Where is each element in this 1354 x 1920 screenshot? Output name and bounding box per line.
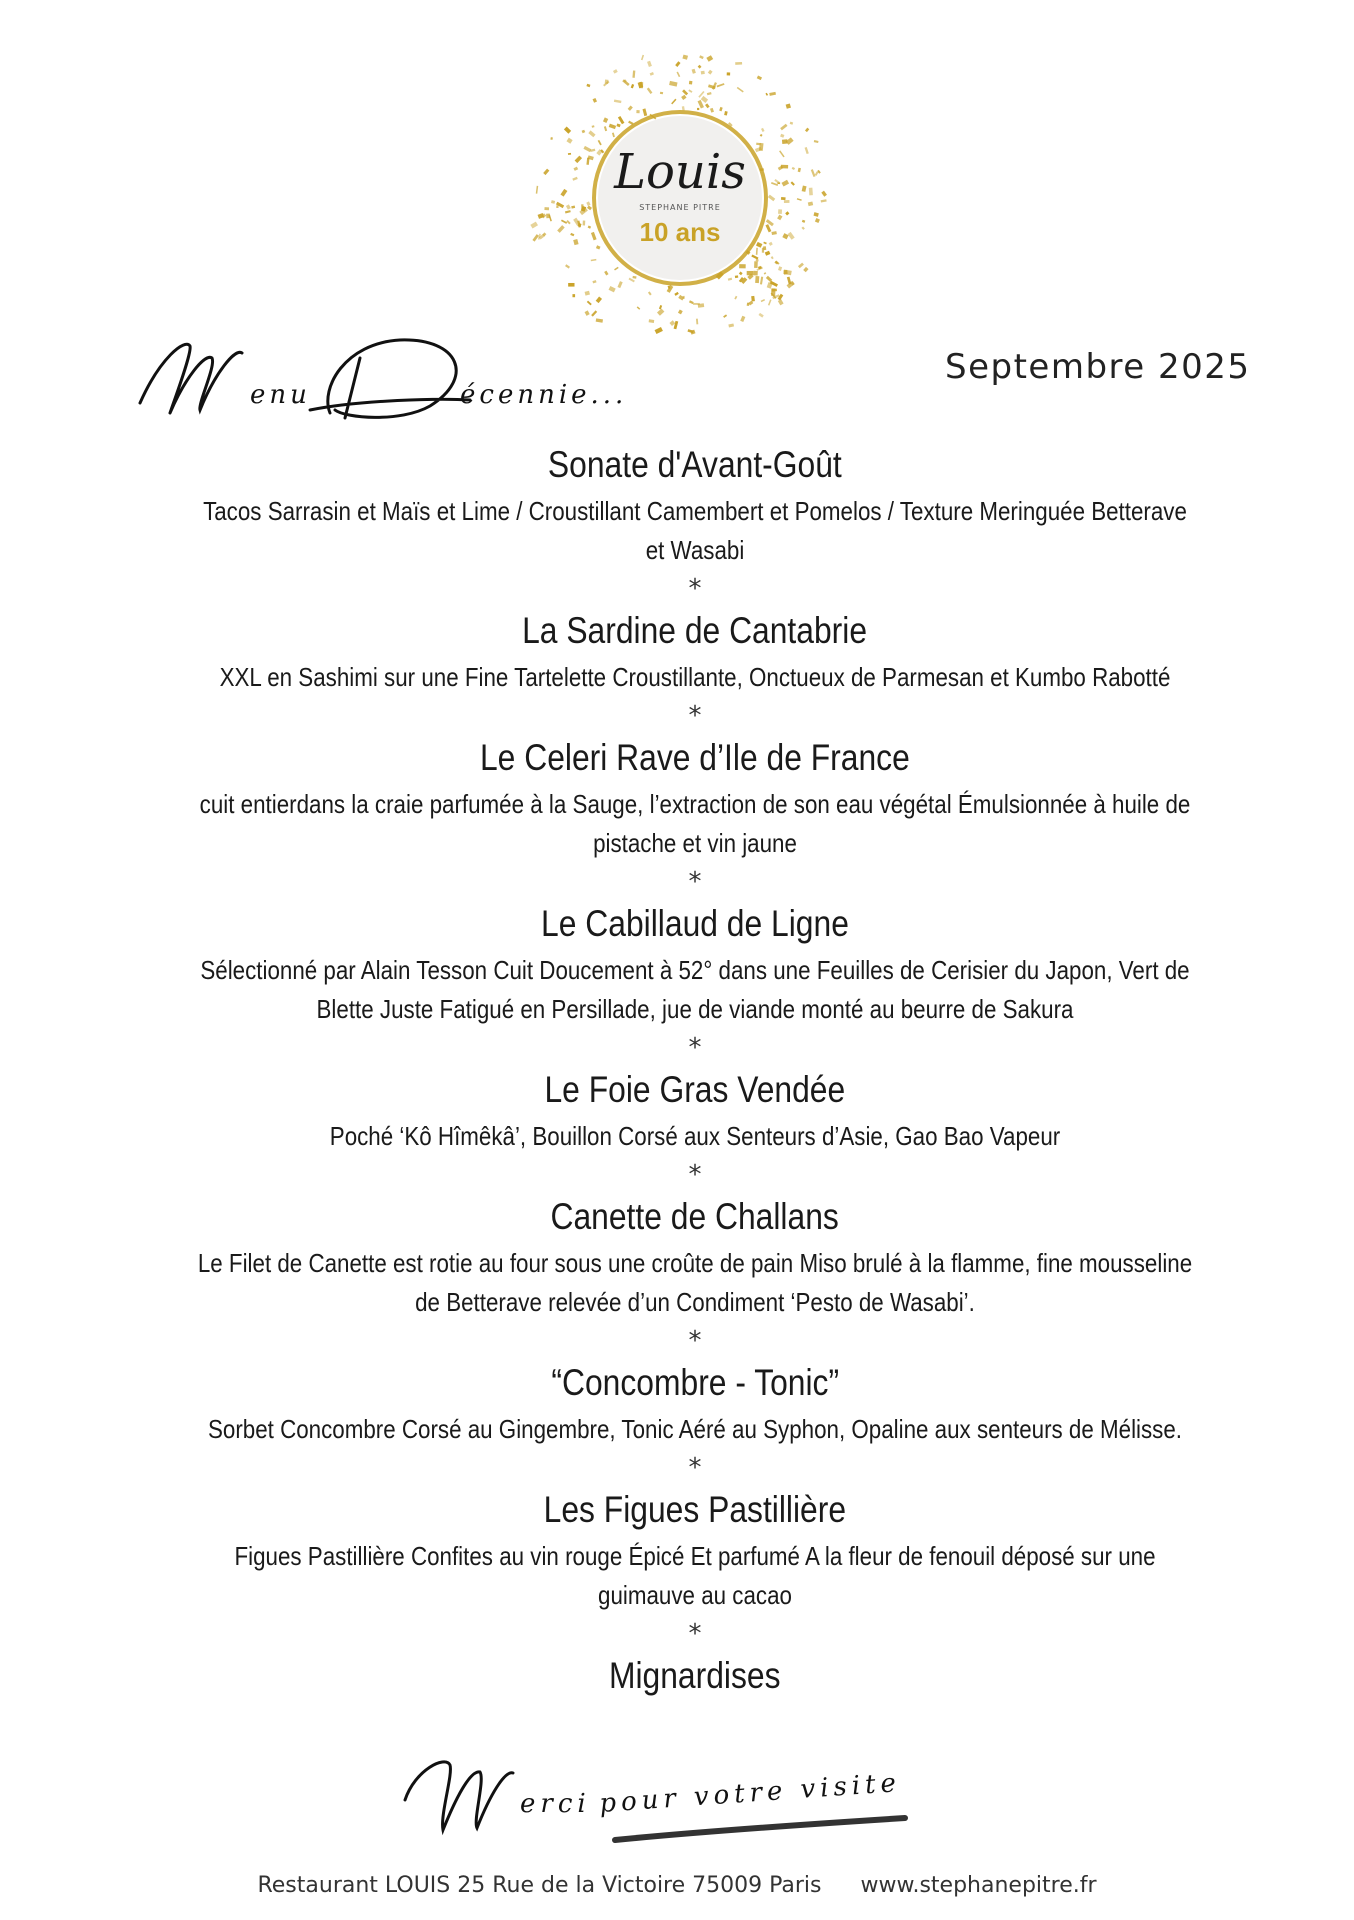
confetti-piece	[657, 308, 664, 315]
confetti-piece	[710, 108, 714, 113]
confetti-piece	[728, 323, 734, 327]
confetti-piece	[631, 84, 634, 88]
confetti-piece	[568, 283, 574, 287]
confetti-piece	[564, 127, 571, 134]
confetti-piece	[790, 122, 793, 125]
confetti-piece	[536, 186, 538, 194]
course-separator: *	[688, 1619, 702, 1649]
confetti-piece	[754, 261, 758, 268]
confetti-piece	[792, 167, 795, 170]
confetti-piece	[650, 72, 654, 76]
confetti-piece	[647, 61, 652, 67]
confetti-piece	[628, 106, 633, 111]
confetti-piece	[724, 111, 728, 116]
confetti-piece	[530, 222, 538, 229]
confetti-piece	[583, 220, 586, 225]
thank-you-script	[395, 1740, 915, 1855]
confetti-piece	[591, 259, 597, 261]
confetti-piece	[613, 69, 618, 74]
confetti-piece	[737, 87, 744, 93]
confetti-piece	[572, 294, 575, 297]
confetti-piece	[723, 314, 727, 318]
confetti-piece	[778, 266, 782, 271]
thanks-text-2: pour votre visite	[598, 1767, 902, 1819]
confetti-piece	[813, 212, 818, 217]
confetti-piece	[821, 199, 827, 202]
confetti-piece	[765, 224, 771, 232]
confetti-piece	[739, 271, 743, 275]
confetti-piece	[642, 108, 647, 116]
script-title-part-1: enu	[250, 380, 311, 410]
confetti-piece	[734, 296, 737, 300]
course-description: Figues Pastillière Confites au vin rouge Épicé Et parfumé A la fleur de fenouil déposé sur une guimauve au cacao	[234, 1541, 1156, 1610]
confetti-piece	[591, 310, 597, 316]
confetti-piece	[802, 220, 805, 223]
confetti-piece	[784, 270, 788, 275]
confetti-piece	[592, 125, 595, 127]
thanks-text-1: erci	[520, 1789, 591, 1819]
course-description: Sélectionné par Alain Tesson Cuit Doucement à 52° dans une Feuilles de Cerisier du Japon, Vert de Blette Juste Fatigué en Persillade, jue de viande monté au beurre de Sakura	[200, 955, 1190, 1024]
confetti-piece	[566, 220, 570, 224]
confetti-piece	[591, 232, 597, 240]
course-title: Le Celeri Rave d’Ile de France	[480, 737, 910, 778]
confetti-piece	[550, 137, 553, 140]
confetti-piece	[781, 180, 789, 187]
confetti-piece	[557, 225, 565, 233]
confetti-piece	[780, 124, 787, 131]
confetti-piece	[632, 70, 635, 77]
course-item	[150, 1065, 1240, 1156]
confetti-piece	[566, 204, 571, 209]
course-separator: *	[688, 1033, 702, 1063]
menu-script-title	[130, 318, 670, 428]
confetti-piece	[573, 239, 578, 245]
course-title: Le Foie Gras Vendée	[544, 1069, 846, 1110]
confetti-piece	[802, 186, 807, 192]
confetti-piece	[753, 271, 757, 276]
course-item	[150, 606, 1240, 697]
course-separator: *	[688, 701, 702, 731]
confetti-piece	[778, 209, 782, 214]
course-title: Canette de Challans	[550, 1196, 840, 1237]
confetti-piece	[803, 267, 808, 272]
confetti-piece	[682, 55, 688, 60]
confetti-piece	[785, 211, 789, 215]
confetti-piece	[698, 65, 702, 69]
confetti-piece	[786, 103, 791, 108]
confetti-piece	[805, 147, 809, 154]
confetti-piece	[751, 255, 758, 260]
confetti-piece	[763, 246, 766, 250]
course-separator: *	[688, 1160, 702, 1190]
confetti-piece	[755, 276, 759, 283]
confetti-piece	[747, 303, 750, 306]
confetti-piece	[717, 83, 725, 87]
confetti-piece	[765, 93, 768, 96]
confetti-piece	[735, 275, 738, 278]
confetti-piece	[582, 130, 586, 134]
confetti-piece	[798, 263, 804, 269]
course-separator: *	[688, 1326, 702, 1356]
confetti-piece	[603, 117, 608, 123]
confetti-piece	[769, 92, 776, 96]
confetti-piece	[689, 300, 694, 304]
confetti-piece	[609, 286, 616, 292]
confetti-piece	[678, 295, 684, 301]
confetti-piece	[568, 153, 571, 155]
confetti-piece	[583, 146, 591, 152]
confetti-piece	[760, 277, 763, 285]
course-description: cuit entierdans la craie parfumée à la Sauge, l’extraction de son eau végétal Émulsionnée à huile de pistache et vin jaune	[199, 789, 1191, 858]
confetti-piece	[769, 242, 773, 246]
logo-anniversary: 10 ans	[639, 217, 721, 247]
confetti-piece	[609, 124, 616, 129]
confetti-piece	[768, 299, 772, 305]
confetti-piece	[543, 169, 549, 175]
confetti-piece	[565, 210, 571, 213]
confetti-piece	[756, 248, 758, 255]
footer	[0, 1873, 1354, 1898]
confetti-piece	[763, 242, 766, 245]
confetti-piece	[596, 245, 601, 249]
confetti-piece	[571, 206, 575, 209]
confetti-piece	[616, 123, 620, 127]
confetti-piece	[771, 256, 774, 259]
confetti-piece	[604, 271, 608, 276]
confetti-piece	[570, 233, 574, 236]
confetti-piece	[575, 156, 582, 164]
confetti-piece	[647, 87, 653, 94]
confetti-piece	[678, 309, 683, 314]
confetti-piece	[669, 81, 677, 87]
confetti-piece	[544, 207, 549, 210]
confetti-piece	[761, 128, 765, 132]
confetti-piece	[593, 98, 597, 103]
confetti-piece	[692, 69, 696, 74]
confetti-piece	[689, 81, 693, 85]
confetti-piece	[757, 76, 762, 81]
footer-address: Restaurant LOUIS 25 Rue de la Victoire 75009 Paris	[257, 1873, 822, 1898]
confetti-piece	[707, 92, 712, 95]
confetti-piece	[705, 103, 710, 108]
confetti-piece	[586, 158, 589, 165]
confetti-piece	[573, 167, 578, 171]
confetti-piece	[701, 96, 708, 103]
confetti-piece	[587, 205, 592, 210]
confetti-piece	[706, 55, 713, 62]
confetti-piece	[774, 179, 780, 184]
course-item	[150, 733, 1240, 863]
course-separator: *	[688, 1453, 702, 1483]
confetti-piece	[696, 319, 698, 325]
course-title: Mignardises	[609, 1655, 781, 1696]
confetti-piece	[697, 108, 699, 110]
confetti-piece	[637, 306, 641, 309]
confetti-piece	[781, 165, 788, 169]
confetti-piece	[728, 278, 732, 281]
logo-brand: Louis	[614, 144, 746, 200]
confetti-piece	[699, 55, 704, 59]
confetti-piece	[739, 264, 746, 268]
confetti-piece	[566, 138, 572, 144]
confetti-piece	[660, 92, 663, 95]
confetti-piece	[674, 321, 679, 329]
confetti-piece	[765, 251, 771, 256]
course-item	[150, 1651, 1240, 1701]
confetti-piece	[669, 320, 675, 326]
confetti-piece	[780, 134, 784, 138]
confetti-piece	[586, 84, 590, 87]
course-item	[150, 440, 1240, 570]
confetti-piece	[759, 143, 764, 151]
confetti-piece	[618, 116, 625, 124]
confetti-piece	[747, 271, 754, 275]
confetti-piece	[821, 191, 827, 197]
confetti-piece	[727, 72, 730, 75]
course-description: Poché ‘Kô Hîmêkâ’, Bouillon Corsé aux Senteurs d’Asie, Gao Bao Vapeur	[329, 1121, 1061, 1151]
confetti-piece	[735, 62, 742, 65]
course-title: La Sardine de Cantabrie	[522, 610, 868, 651]
course-description: Sorbet Concombre Corsé au Gingembre, Tonic Aéré au Syphon, Opaline aux senteurs de Mélisse.	[207, 1414, 1183, 1444]
confetti-piece	[681, 95, 686, 100]
confetti-piece	[788, 232, 795, 240]
restaurant-logo	[530, 48, 830, 348]
course-description: Le Filet de Canette est rotie au four sous une croûte de pain Miso brulé à la flamme, fine mousseline de Betterave relevée d’un Condiment ‘Pesto de Wasabi’.	[197, 1248, 1193, 1317]
confetti-piece	[798, 168, 801, 172]
course-item	[150, 1192, 1240, 1322]
course-separator: *	[688, 574, 702, 604]
confetti-piece	[758, 313, 763, 318]
confetti-piece	[698, 100, 704, 109]
confetti-piece	[675, 61, 680, 67]
confetti-piece	[585, 310, 590, 315]
confetti-piece	[648, 291, 652, 295]
confetti-piece	[719, 107, 723, 111]
confetti-piece	[786, 137, 794, 145]
course-list	[150, 440, 1240, 1701]
course-title: “Concombre - Tonic”	[551, 1362, 839, 1403]
confetti-piece	[596, 296, 602, 303]
confetti-piece	[560, 189, 567, 197]
confetti-piece	[797, 198, 802, 201]
confetti-piece	[614, 267, 619, 271]
confetti-piece	[612, 133, 615, 138]
confetti-piece	[592, 280, 596, 283]
confetti-piece	[632, 276, 636, 279]
confetti-piece	[588, 130, 595, 137]
course-title: Les Figues Pastillière	[543, 1489, 847, 1530]
logo-chef-name: STEPHANE PITRE	[639, 203, 721, 212]
confetti-piece	[585, 291, 590, 296]
menu-date: Septembre 2025	[945, 347, 1251, 387]
confetti-piece	[805, 128, 809, 132]
confetti-piece	[588, 225, 591, 228]
course-separator: *	[688, 867, 702, 897]
confetti-piece	[561, 219, 567, 223]
confetti-piece	[572, 177, 577, 181]
confetti-piece	[815, 171, 819, 175]
confetti-piece	[760, 134, 763, 137]
confetti-piece	[809, 188, 813, 196]
confetti-piece	[815, 218, 820, 223]
confetti-piece	[688, 89, 692, 93]
confetti-piece	[768, 195, 775, 202]
confetti-piece	[586, 201, 590, 206]
confetti-piece	[636, 110, 639, 113]
course-title: Sonate d'Avant-Goût	[548, 444, 842, 485]
confetti-piece	[808, 201, 813, 206]
confetti-piece	[677, 72, 681, 77]
confetti-piece	[556, 205, 558, 208]
confetti-piece	[779, 150, 785, 157]
course-title: Le Cabillaud de Ligne	[541, 903, 849, 944]
confetti-piece	[641, 55, 644, 60]
confetti-piece	[814, 140, 819, 143]
confetti-piece	[784, 200, 790, 203]
confetti-piece	[565, 264, 570, 268]
confetti-piece	[751, 296, 755, 302]
confetti-piece	[674, 292, 678, 296]
course-description: XXL en Sashimi sur une Fine Tartelette Croustillante, Onctueux de Parmesan et Kumbo Rabotté	[219, 662, 1171, 692]
confetti-piece	[740, 316, 745, 322]
course-item	[150, 899, 1240, 1029]
confetti-piece	[811, 169, 816, 177]
confetti-piece	[777, 215, 782, 221]
course-description: Tacos Sarrasin et Maïs et Lime / Croustillant Camembert et Pomelos / Texture Meringuée Betterave et Wasabi	[203, 496, 1187, 565]
confetti-piece	[617, 281, 622, 288]
confetti-piece	[764, 272, 767, 275]
confetti-piece	[551, 200, 555, 204]
confetti-piece	[791, 181, 795, 185]
confetti-piece	[756, 259, 759, 262]
confetti-piece	[771, 289, 777, 292]
confetti-piece	[701, 71, 705, 75]
script-title-part-2: écennie...	[460, 380, 628, 410]
confetti-piece	[687, 329, 693, 333]
confetti-piece	[598, 140, 602, 145]
confetti-piece	[708, 70, 713, 75]
confetti-piece	[761, 299, 765, 302]
confetti-piece	[532, 234, 539, 242]
confetti-piece	[682, 89, 688, 95]
confetti-piece	[781, 197, 786, 200]
course-item	[150, 1485, 1240, 1615]
confetti-piece	[671, 99, 676, 105]
confetti-piece	[771, 231, 776, 235]
footer-website[interactable]: www.stephanepitre.fr	[860, 1873, 1097, 1898]
confetti-piece	[693, 303, 700, 305]
confetti-piece	[778, 299, 784, 305]
confetti-piece	[587, 301, 592, 306]
confetti-piece	[801, 226, 804, 229]
confetti-piece	[604, 126, 607, 131]
confetti-piece	[614, 99, 622, 103]
course-item	[150, 1358, 1240, 1449]
